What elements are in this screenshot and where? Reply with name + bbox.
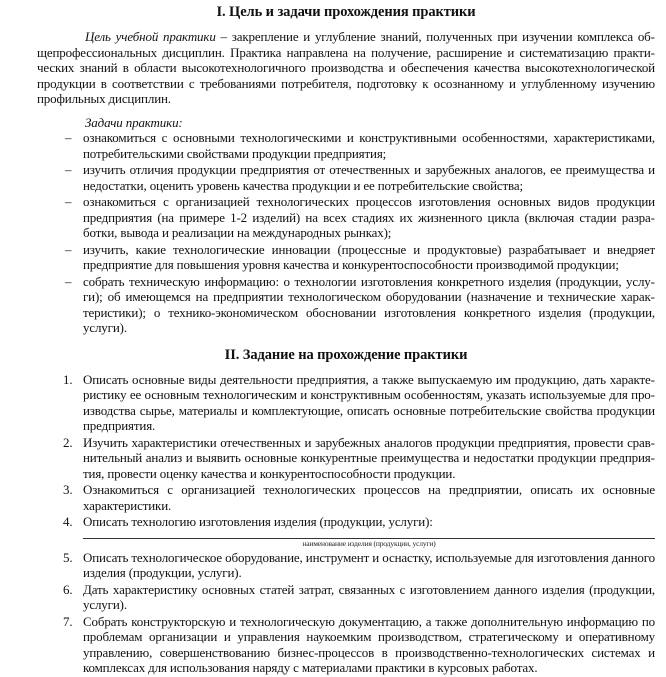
task-bullet-item: [37, 274, 655, 336]
product-name-caption: наименование изделия (продукции, услуги): [302, 538, 436, 548]
assignment-item: [37, 372, 655, 434]
tasks-subheading: Задачи практики:: [85, 114, 183, 130]
item-number: 3.: [63, 482, 73, 497]
assignment-text: Описать технологию изготовления изделия (продукции, услуги):: [83, 514, 433, 529]
item-number: 6.: [63, 581, 73, 597]
document-page: [37, 0, 655, 677]
item-number: 7.: [63, 613, 73, 629]
dash-bullet-icon: –: [65, 162, 72, 177]
goal-text: – закрепление и углубление знаний, полученных при изучении комплекса общепрофессиональных дисциплин. Практика направлена на получение, расширение и систематизацию практических знаний в области высокотехнологичного производства и обеспечения качества высокотехнологической продукции в соответствии с требованиями потребителя, подготовку к осознанному и углубленному изучению профильных дисциплин.: [37, 29, 655, 106]
task-bullet-item: [37, 162, 655, 193]
tasks-list: [37, 130, 655, 336]
assignment-item: [37, 614, 655, 676]
item-number: 1.: [63, 371, 73, 387]
dash-bullet-icon: –: [65, 130, 72, 145]
assignment-list: [37, 372, 655, 676]
item-number: 2.: [63, 434, 73, 450]
task-text: собрать техническую информацию: о технологии изготовления конкретного изделия (продукции, услуги); об имеющемся на предприятии технологическом оборудовании (назначение и технические характеристики); о технико-экономическом обосновании изготовления конкретного изделия (продукции, услуги).: [83, 273, 655, 335]
assignment-text: Дать характеристику основных статей затрат, связанных с изготовлением данного изделия (продукции, услуги).: [83, 581, 655, 612]
assignment-text: Описать основные виды деятельности предприятия, а также выпускаемую им продукцию, дать характеристику ее основным технологическим и конструктивным особенностям, указать используемые для производства сырье, материалы и комплектующие, описать основные потребительские свойства продукции предприятия.: [83, 371, 655, 433]
section-1-heading: I. Цель и задачи прохождения практики: [216, 4, 476, 20]
assignment-item: [37, 482, 655, 513]
assignment-item: [37, 435, 655, 482]
task-bullet-item: [37, 242, 655, 273]
assignment-text: Изучить характеристики отечественных и зарубежных аналогов продукции предприятия, провести сравнительный анализ и выявить основные конкурентные преимущества и недостатки продукции предприятия, провести оценку качества и конкурентоспособности продукции.: [83, 434, 655, 481]
task-text: изучить, какие технологические инновации (процессные и продуктовые) разрабатывает и внедряет предприятие для повышения уровня качества и конкурентоспособности производимой продукции;: [83, 241, 655, 272]
item-number: 4.: [63, 514, 73, 529]
goal-lead: Цель учебной практики: [85, 29, 216, 44]
assignment-item: [37, 514, 655, 549]
assignment-text: Собрать конструкторскую и технологическую документацию, а также дополнительную информацию по проблемам организации и управления наукоемким производством, стратегическому и оперативному управлению, совершенствованию бизнес-процессов в производственно-технологических системах и комплексах для использования наряду с материалами практики в курсовых работах.: [83, 613, 655, 675]
task-bullet-item: [37, 194, 655, 241]
assignment-item: [37, 550, 655, 581]
dash-bullet-icon: –: [65, 273, 72, 289]
task-bullet-item: [37, 130, 655, 161]
task-text: ознакомиться с основными технологическими и конструктивными особенностями, характеристиками, потребительскими свойствами продукции предприятия;: [83, 130, 655, 161]
assignment-item: [37, 582, 655, 613]
task-text: изучить отличия продукции предприятия от отечественных и зарубежных аналогов, ее преимущества и недостатки, оценить уровень качества продукции и ее потребительские свойства;: [83, 162, 655, 193]
dash-bullet-icon: –: [65, 194, 72, 209]
item-number: 5.: [63, 549, 73, 565]
section-2-heading: II. Задание на прохождение практики: [224, 346, 468, 363]
assignment-text: Описать технологическое оборудование, инструмент и оснастку, используемые для изготовления данного изделия (продукции, услуги).: [83, 549, 655, 580]
goal-paragraph: [37, 29, 655, 107]
task-text: ознакомиться с организацией технологических процессов изготовления основных видов продукции предприятия (на примере 1-2 изделий) на всех стадиях их жизненного цикла (включая стадии разработки, вывода и реализации на международных рынках);: [83, 194, 655, 240]
assignment-text: Ознакомиться с организацией технологических процессов на предприятии, описать их основные характеристики.: [83, 482, 655, 513]
dash-bullet-icon: –: [65, 241, 72, 257]
